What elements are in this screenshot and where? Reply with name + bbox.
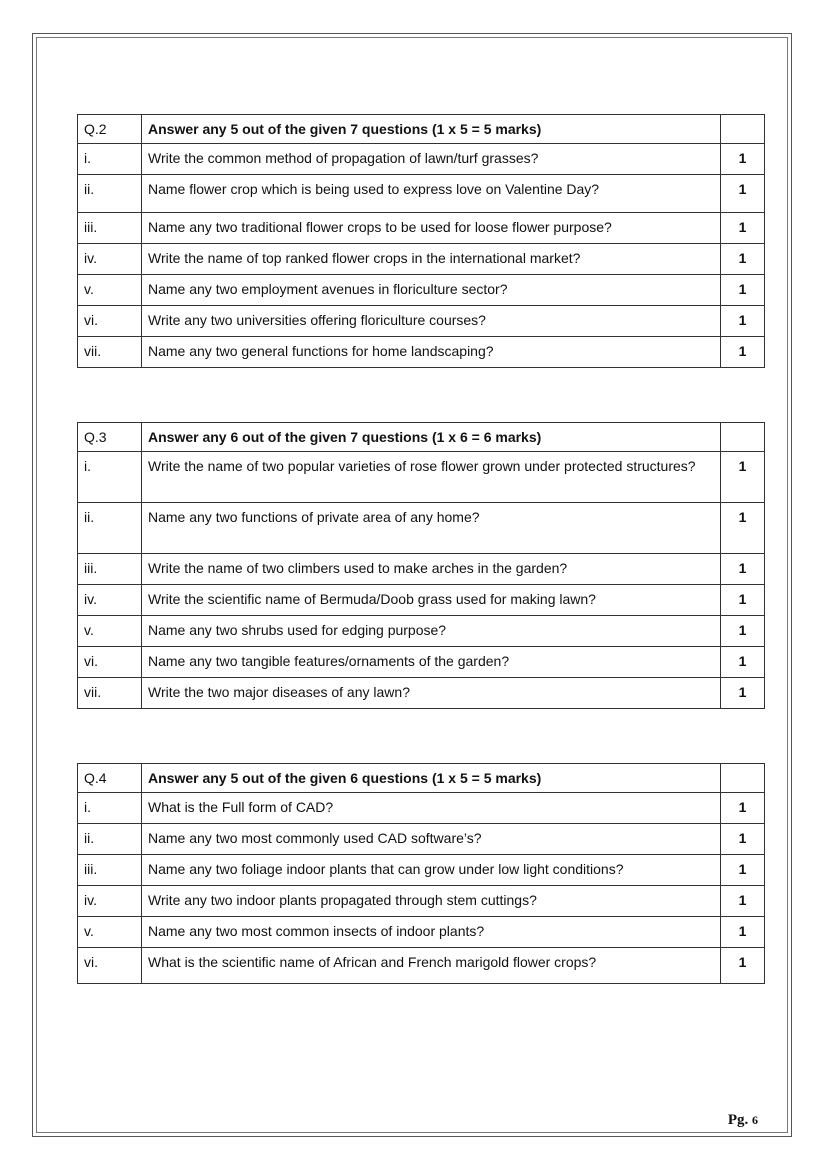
section-marks-cell	[721, 115, 765, 144]
question-text: Name any two tangible features/ornaments of the garden?	[142, 647, 721, 678]
question-table-q4	[77, 763, 765, 984]
section-header-row	[78, 423, 765, 452]
page-number-value: 6	[752, 1113, 758, 1127]
question-text: Write any two universities offering floriculture courses?	[142, 306, 721, 337]
section-number: Q.3	[78, 423, 142, 452]
question-number: iv.	[78, 244, 142, 275]
question-text: Write the name of two climbers used to make arches in the garden?	[142, 554, 721, 585]
question-number: iv.	[78, 886, 142, 917]
question-number: i.	[78, 452, 142, 503]
question-row	[78, 452, 765, 503]
section-marks-cell	[721, 423, 765, 452]
question-text: What is the Full form of CAD?	[142, 793, 721, 824]
question-marks: 1	[721, 213, 765, 244]
question-row	[78, 585, 765, 616]
section-number: Q.4	[78, 764, 142, 793]
question-text: Name any two traditional flower crops to be used for loose flower purpose?	[142, 213, 721, 244]
question-text: Write any two indoor plants propagated through stem cuttings?	[142, 886, 721, 917]
question-number: v.	[78, 917, 142, 948]
question-marks: 1	[721, 503, 765, 554]
question-marks: 1	[721, 554, 765, 585]
question-marks: 1	[721, 175, 765, 213]
question-marks: 1	[721, 616, 765, 647]
question-number: vi.	[78, 306, 142, 337]
section-instruction: Answer any 5 out of the given 7 questions (1 x 5 = 5 marks)	[142, 115, 721, 144]
section-header-row	[78, 764, 765, 793]
question-marks: 1	[721, 337, 765, 368]
question-text: Write the name of top ranked flower crops in the international market?	[142, 244, 721, 275]
question-marks: 1	[721, 793, 765, 824]
question-marks: 1	[721, 855, 765, 886]
section-marks-cell	[721, 764, 765, 793]
question-marks: 1	[721, 306, 765, 337]
question-row	[78, 948, 765, 984]
question-number: iv.	[78, 585, 142, 616]
question-text: Name any two general functions for home landscaping?	[142, 337, 721, 368]
question-text: Write the common method of propagation of lawn/turf grasses?	[142, 144, 721, 175]
question-number: vi.	[78, 948, 142, 984]
question-number: vii.	[78, 337, 142, 368]
question-text: Name any two shrubs used for edging purpose?	[142, 616, 721, 647]
question-marks: 1	[721, 244, 765, 275]
question-row	[78, 855, 765, 886]
question-number: ii.	[78, 503, 142, 554]
question-row	[78, 244, 765, 275]
question-row	[78, 647, 765, 678]
question-text: Write the two major diseases of any lawn?	[142, 678, 721, 709]
question-number: iii.	[78, 213, 142, 244]
question-table-q3	[77, 422, 765, 709]
question-marks: 1	[721, 452, 765, 503]
question-number: ii.	[78, 175, 142, 213]
question-text: What is the scientific name of African and French marigold flower crops?	[142, 948, 721, 984]
question-row	[78, 275, 765, 306]
question-marks: 1	[721, 917, 765, 948]
question-text: Name any two most commonly used CAD software’s?	[142, 824, 721, 855]
question-number: vi.	[78, 647, 142, 678]
question-marks: 1	[721, 585, 765, 616]
section-number: Q.2	[78, 115, 142, 144]
question-marks: 1	[721, 647, 765, 678]
question-row	[78, 144, 765, 175]
question-row	[78, 213, 765, 244]
question-text: Write the scientific name of Bermuda/Doob grass used for making lawn?	[142, 585, 721, 616]
question-row	[78, 337, 765, 368]
question-marks: 1	[721, 886, 765, 917]
question-text: Name any two foliage indoor plants that can grow under low light conditions?	[142, 855, 721, 886]
question-number: i.	[78, 793, 142, 824]
question-number: v.	[78, 275, 142, 306]
section-instruction: Answer any 5 out of the given 6 questions (1 x 5 = 5 marks)	[142, 764, 721, 793]
question-number: iii.	[78, 855, 142, 886]
question-number: iii.	[78, 554, 142, 585]
question-marks: 1	[721, 948, 765, 984]
question-text: Name flower crop which is being used to express love on Valentine Day?	[142, 175, 721, 213]
question-row	[78, 793, 765, 824]
question-number: v.	[78, 616, 142, 647]
question-row	[78, 306, 765, 337]
question-row	[78, 917, 765, 948]
question-number: ii.	[78, 824, 142, 855]
question-number: vii.	[78, 678, 142, 709]
page-number	[728, 1112, 758, 1129]
question-row	[78, 886, 765, 917]
question-row	[78, 175, 765, 213]
question-marks: 1	[721, 144, 765, 175]
page-label: Pg.	[727, 1112, 749, 1128]
question-marks: 1	[721, 678, 765, 709]
question-marks: 1	[721, 824, 765, 855]
question-text: Write the name of two popular varieties of rose flower grown under protected structures?	[142, 452, 721, 503]
question-row	[78, 503, 765, 554]
question-row	[78, 824, 765, 855]
question-number: i.	[78, 144, 142, 175]
question-row	[78, 554, 765, 585]
section-header-row	[78, 115, 765, 144]
section-instruction: Answer any 6 out of the given 7 questions (1 x 6 = 6 marks)	[142, 423, 721, 452]
question-text: Name any two employment avenues in floriculture sector?	[142, 275, 721, 306]
question-text: Name any two functions of private area of any home?	[142, 503, 721, 554]
question-text: Name any two most common insects of indoor plants?	[142, 917, 721, 948]
question-table-q2	[77, 114, 765, 368]
question-row	[78, 678, 765, 709]
question-marks: 1	[721, 275, 765, 306]
question-row	[78, 616, 765, 647]
